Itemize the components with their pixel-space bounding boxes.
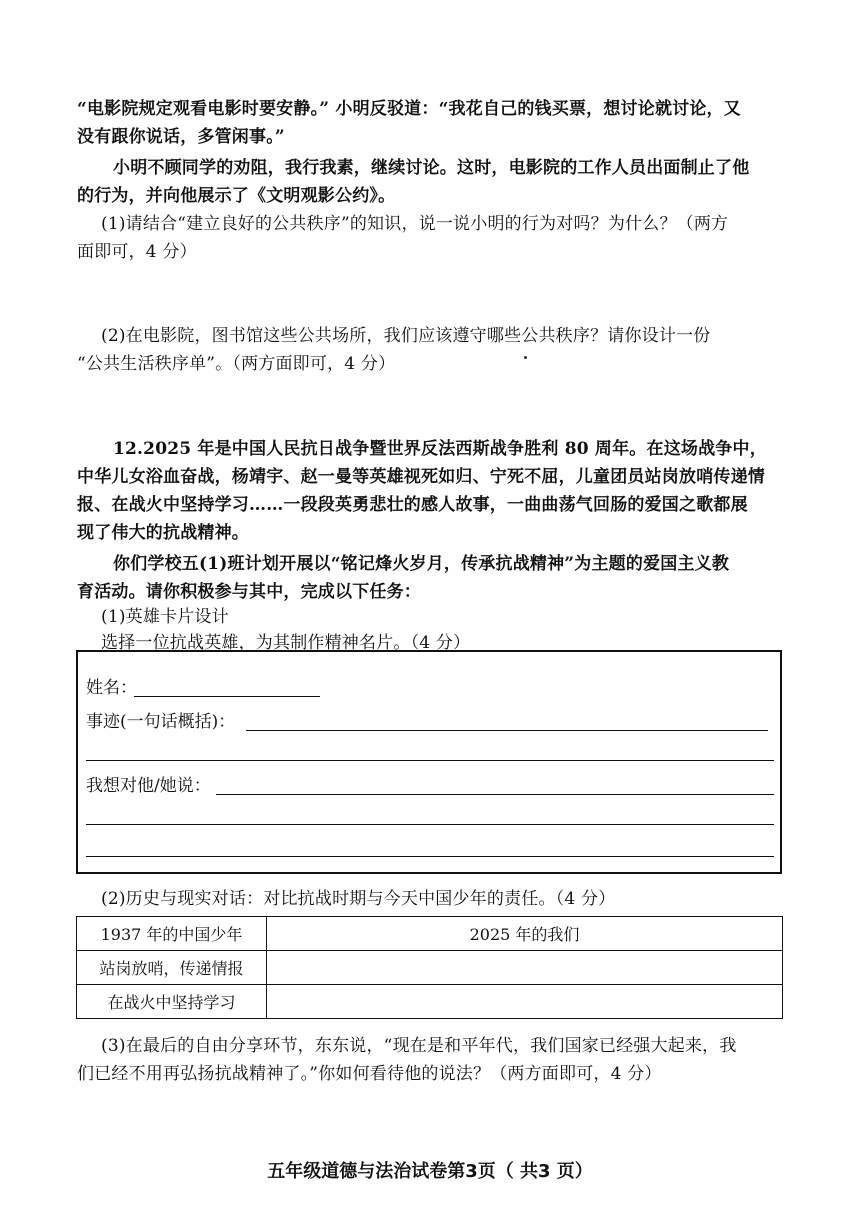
q11-subquestion-1: (1)请结合“建立良好的公共秩序”的知识，说一说小明的行为对吗？为什么？（两方	[101, 214, 729, 234]
table-answer-cell[interactable]	[267, 951, 783, 985]
q11-text-line: 小明不顾同学的劝阻，我行我素，继续讨论。这时，电影院的工作人员出面制止了他	[113, 158, 750, 178]
table-header-1937: 1937 年的中国少年	[77, 917, 267, 951]
q11-subquestion-1: 面即可，4 分）	[77, 242, 197, 262]
deeds-answer-line[interactable]	[246, 730, 768, 731]
task-1-description: 选择一位抗战英雄，为其制作精神名片。（4 分）	[101, 633, 471, 653]
table-cell-1937: 站岗放哨，传递情报	[77, 951, 267, 985]
q11-subquestion-2: (2)在电影院，图书馆这些公共场所，我们应该遵守哪些公共秩序？请你设计一份	[101, 326, 711, 346]
table-header-row	[77, 917, 783, 951]
q11-text-line: “电影院规定观看电影时要安静。” 小明反驳道：“我花自己的钱买票，想讨论就讨论，又	[77, 99, 741, 119]
q12-intro-line: 中华儿女浴血奋战，杨靖宇、赵一曼等英雄视死如归、宁死不屈，儿童团员站岗放哨传递情	[77, 467, 765, 487]
deeds-answer-line[interactable]	[86, 760, 774, 761]
table-cell-1937: 在战火中坚持学习	[77, 985, 267, 1019]
q12-intro-line: 你们学校五(1)班计划开展以“铭记烽火岁月，传承抗战精神”为主题的爱国主义教	[113, 554, 730, 574]
name-answer-line[interactable]	[134, 696, 320, 697]
message-label: 我想对他/她说：	[86, 776, 211, 796]
deeds-label: 事迹(一句话概括)：	[86, 712, 236, 732]
message-answer-line[interactable]	[216, 794, 774, 795]
page-footer: 五年级道德与法治试卷第3页（ 共3 页）	[267, 1161, 593, 1182]
table-row	[77, 985, 783, 1019]
table-answer-cell[interactable]	[267, 985, 783, 1019]
message-answer-line[interactable]	[86, 856, 774, 857]
q11-subquestion-2: “公共生活秩序单”。（两方面即可，4 分）	[77, 354, 396, 374]
scan-speck	[524, 356, 527, 359]
q11-text-line: 没有跟你说话，多管闲事。”	[77, 127, 285, 147]
history-reality-table	[76, 916, 783, 1019]
q12-intro-line: 现了伟大的抗战精神。	[77, 523, 249, 543]
q11-text-line: 的行为，并向他展示了《文明观影公约》。	[77, 186, 396, 206]
task-2-title: (2)历史与现实对话：对比抗战时期与今天中国少年的责任。（4 分）	[101, 889, 616, 909]
name-label: 姓名：	[86, 678, 137, 698]
task-3-question: 们已经不用再弘扬抗战精神了。”你如何看待他的说法？（两方面即可，4 分）	[77, 1064, 662, 1084]
task-1-title: (1)英雄卡片设计	[101, 607, 229, 627]
hero-card	[76, 650, 782, 874]
table-header-2025: 2025 年的我们	[267, 917, 783, 951]
q12-intro-line: 12.2025 年是中国人民抗日战争暨世界反法西斯战争胜利 80 周年。在这场战争中，	[113, 439, 767, 459]
q12-intro-line: 报、在战火中坚持学习……一段段英勇悲壮的感人故事，一曲曲荡气回肠的爱国之歌都展	[77, 495, 748, 515]
q12-intro-line: 育活动。请你积极参与其中，完成以下任务：	[77, 582, 421, 602]
task-3-question: (3)在最后的自由分享环节，东东说，“现在是和平年代，我们国家已经强大起来，我	[101, 1036, 737, 1056]
message-answer-line[interactable]	[86, 824, 774, 825]
table-row	[77, 951, 783, 985]
